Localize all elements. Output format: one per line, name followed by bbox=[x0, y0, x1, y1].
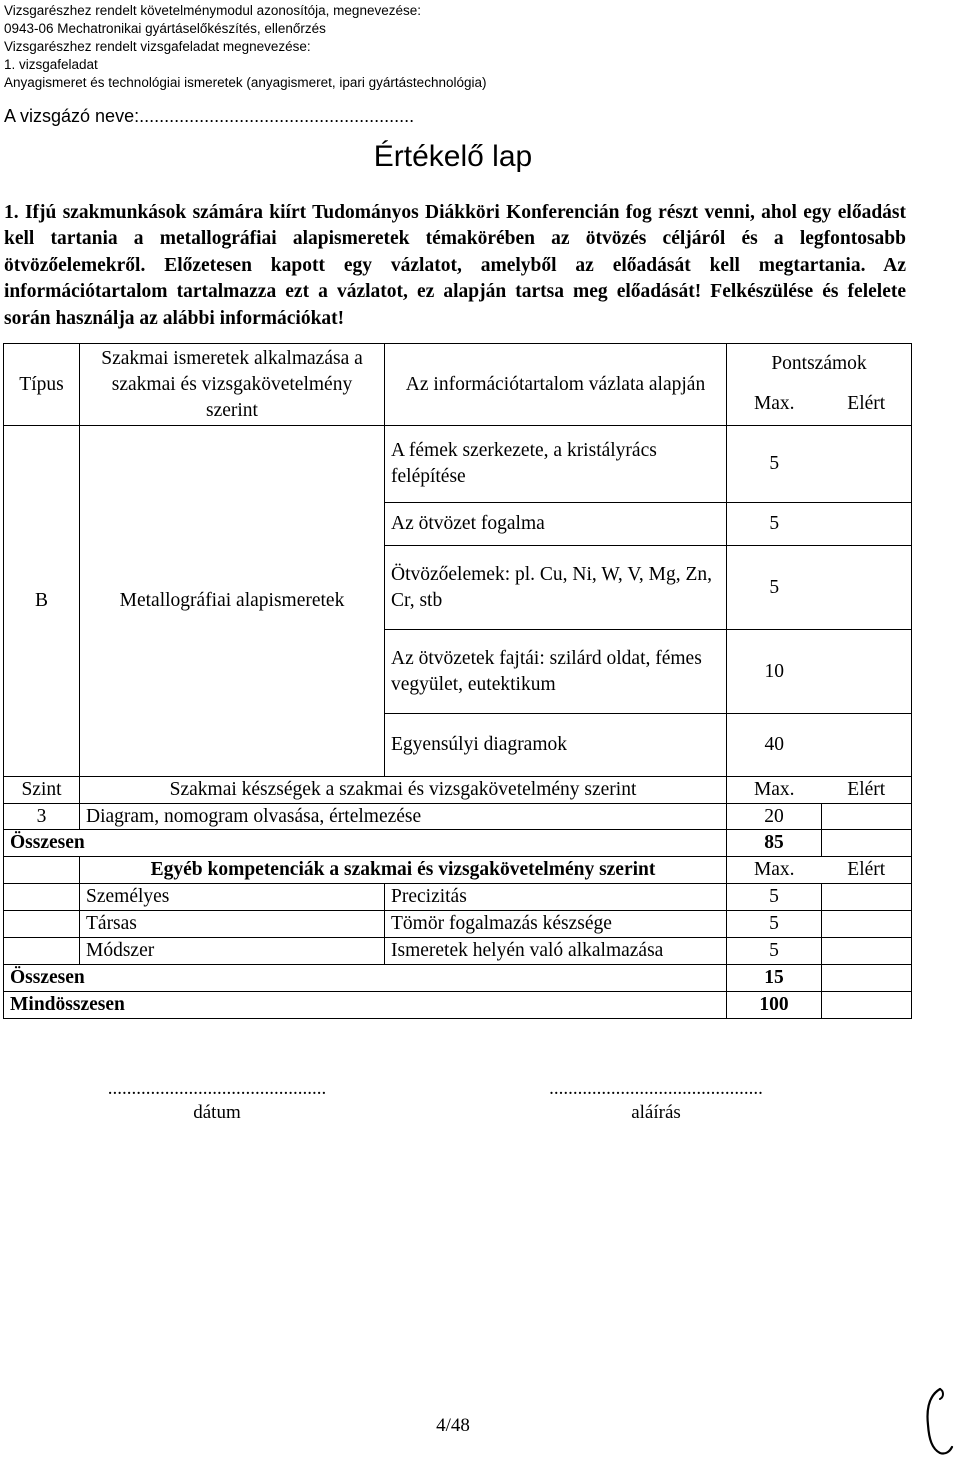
date-dots: .............................................. bbox=[107, 1078, 327, 1099]
header-line-2: 0943-06 Mechatronikai gyártáselőkészítés, ellenőrzés bbox=[4, 21, 326, 36]
competency-kind: Módszer bbox=[80, 938, 385, 965]
topic-name: Metallográfiai alapismeretek bbox=[80, 426, 385, 777]
header-line-1: Vizsgarészhez rendelt követelménymodul azonosítója, megnevezése: bbox=[4, 3, 421, 18]
achieved-cell bbox=[822, 804, 912, 830]
signature-label: aláírás bbox=[631, 1102, 681, 1123]
header-points: Pontszámok bbox=[727, 344, 912, 384]
achieved-cell bbox=[822, 884, 912, 911]
date-label: dátum bbox=[193, 1102, 241, 1123]
competencies-header: Egyéb kompetenciák a szakmai és vizsgakövetelmény szerint bbox=[80, 857, 727, 884]
skills-max-header: Max. bbox=[727, 777, 822, 804]
blank-cell bbox=[4, 884, 80, 911]
skill-level: 3 bbox=[4, 804, 80, 830]
header-line-4: 1. vizsgafeladat bbox=[4, 57, 98, 72]
blank-cell bbox=[4, 911, 80, 938]
max-points: 5 bbox=[727, 546, 822, 630]
competency-max: 5 bbox=[727, 911, 822, 938]
header-type: Típus bbox=[4, 344, 80, 426]
achieved-cell bbox=[822, 965, 912, 992]
page-title: Értékelő lap bbox=[373, 140, 533, 173]
outline-item: Ötvözőelemek: pl. Cu, Ni, W, V, Mg, Zn, Cr, stb bbox=[385, 546, 727, 630]
outline-item: Egyensúlyi diagramok bbox=[385, 714, 727, 777]
competency-max: 5 bbox=[727, 884, 822, 911]
handwritten-initial-mark bbox=[920, 1385, 956, 1459]
subtotal-label: Összesen bbox=[4, 965, 727, 992]
blank-cell bbox=[4, 857, 80, 884]
skills-header: Szakmai készségek a szakmai és vizsgakövetelmény szerint bbox=[80, 777, 727, 804]
max-points: 5 bbox=[727, 503, 822, 546]
achieved-cell bbox=[822, 830, 912, 857]
achieved-cell bbox=[822, 714, 912, 777]
achieved-cell bbox=[822, 938, 912, 965]
outline-item: Az ötvözetek fajtái: szilárd oldat, fémes vegyület, eutektikum bbox=[385, 630, 727, 714]
signature-block bbox=[524, 1077, 788, 1125]
outline-item: Az ötvözet fogalma bbox=[385, 503, 727, 546]
signature-dots: ............................................. bbox=[549, 1078, 763, 1099]
achieved-cell bbox=[822, 503, 912, 546]
header-info-outline: Az információtartalom vázlata alapján bbox=[385, 344, 727, 426]
type-letter: B bbox=[4, 426, 80, 777]
date-signature-block bbox=[86, 1077, 348, 1125]
header-line-5: Anyagismeret és technológiai ismeretek (anyagismeret, ipari gyártástechnológia) bbox=[4, 75, 487, 90]
grand-total-label: Mindösszesen bbox=[4, 992, 727, 1019]
max-points: 40 bbox=[727, 714, 822, 777]
skill-max-points: 20 bbox=[727, 804, 822, 830]
competency-text: Precizitás bbox=[385, 884, 727, 911]
task-description: 1. Ifjú szakmunkások számára kiírt Tudományos Diákköri Konferencián fog részt venni, ahol egy előadást kell tartania a metallográfiai alapismeretek témakörében az ötvözés céljáról és a legfontosabb ötvözőelemekről. Előzetesen kapott egy vázlatot, amelyből az előadását kell megtartania. Az információtartalom tartalmazza ezt a vázlatot, ez alapján tartsa meg előadását! Felkészülése és felelete során használja az alábbi információkat! bbox=[4, 202, 906, 329]
outline-item: A fémek szerkezete, a kristályrács felépítése bbox=[385, 426, 727, 503]
subtotal-value: 15 bbox=[727, 965, 822, 992]
skill-text: Diagram, nomogram olvasása, értelmezése bbox=[80, 804, 727, 830]
competencies-achieved-header: Elért bbox=[822, 857, 912, 884]
competency-max: 5 bbox=[727, 938, 822, 965]
subtotal-label: Összesen bbox=[4, 830, 727, 857]
header-professional-knowledge: Szakmai ismeretek alkalmazása a szakmai és vizsgakövetelmény szerint bbox=[80, 344, 385, 426]
achieved-cell bbox=[822, 426, 912, 503]
achieved-cell bbox=[822, 630, 912, 714]
grand-total-value: 100 bbox=[727, 992, 822, 1019]
header-line-3: Vizsgarészhez rendelt vizsgafeladat megnevezése: bbox=[4, 39, 311, 54]
blank-cell bbox=[4, 938, 80, 965]
max-points: 5 bbox=[727, 426, 822, 503]
achieved-cell bbox=[822, 992, 912, 1019]
subtotal-value: 85 bbox=[727, 830, 822, 857]
max-points: 10 bbox=[727, 630, 822, 714]
competency-text: Ismeretek helyén való alkalmazása bbox=[385, 938, 727, 965]
header-max: Max. bbox=[727, 384, 822, 426]
achieved-cell bbox=[822, 546, 912, 630]
competency-text: Tömör fogalmazás készsége bbox=[385, 911, 727, 938]
header-achieved: Elért bbox=[822, 384, 912, 426]
candidate-name-line: A vizsgázó neve:....................................................... bbox=[4, 106, 415, 126]
competencies-max-header: Max. bbox=[727, 857, 822, 884]
competency-kind: Személyes bbox=[80, 884, 385, 911]
evaluation-table bbox=[3, 343, 912, 1019]
skills-achieved-header: Elért bbox=[822, 777, 912, 804]
page-number: 4/48 bbox=[436, 1415, 470, 1436]
skills-level-header: Szint bbox=[4, 777, 80, 804]
achieved-cell bbox=[822, 911, 912, 938]
competency-kind: Társas bbox=[80, 911, 385, 938]
